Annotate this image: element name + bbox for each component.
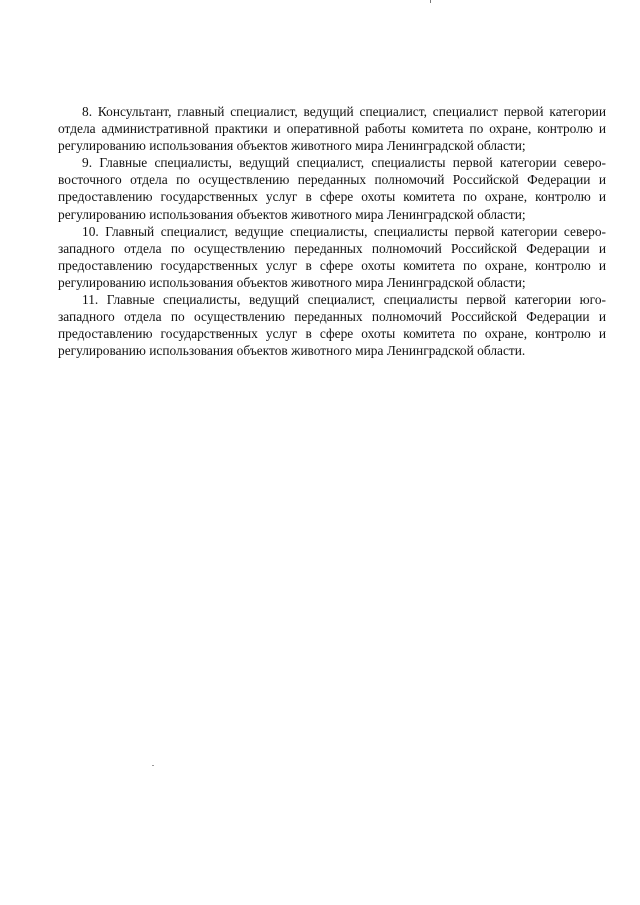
paragraph-item-8: 8. Консультант, главный специалист, ведущий специалист, специалист первой категории отдела административной практики и оперативной работы комитета по охране, контролю и регулированию использования объектов животного мира Ленинградской области; bbox=[58, 104, 606, 154]
paragraph-item-9: 9. Главные специалисты, ведущий специалист, специалисты первой категории северо-восточного отдела по осуществлению переданных полномочий Российской Федерации и предоставлению государственных услуг в сфере охоты комитета по охране, контролю и регулированию использования объектов животного мира Ленинградской области; bbox=[58, 155, 606, 222]
paragraph-item-11: 11. Главные специалисты, ведущий специалист, специалисты первой категории юго-западного отдела по осуществлению переданных полномочий Российской Федерации и предоставлению государственных услуг в сфере охоты комитета по охране, контролю и регулированию использования объектов животного мира Ленинградской области. bbox=[58, 292, 606, 359]
document-body bbox=[58, 103, 606, 359]
scan-mark-top bbox=[430, 0, 431, 3]
scan-mark-bottom bbox=[152, 765, 154, 766]
paragraph-item-10: 10. Главный специалист, ведущие специалисты, специалисты первой категории северо-западного отдела по осуществлению переданных полномочий Российской Федерации и предоставлению государственных услуг в сфере охоты комитета по охране, контролю и регулированию использования объектов животного мира Ленинградской области; bbox=[58, 223, 606, 290]
